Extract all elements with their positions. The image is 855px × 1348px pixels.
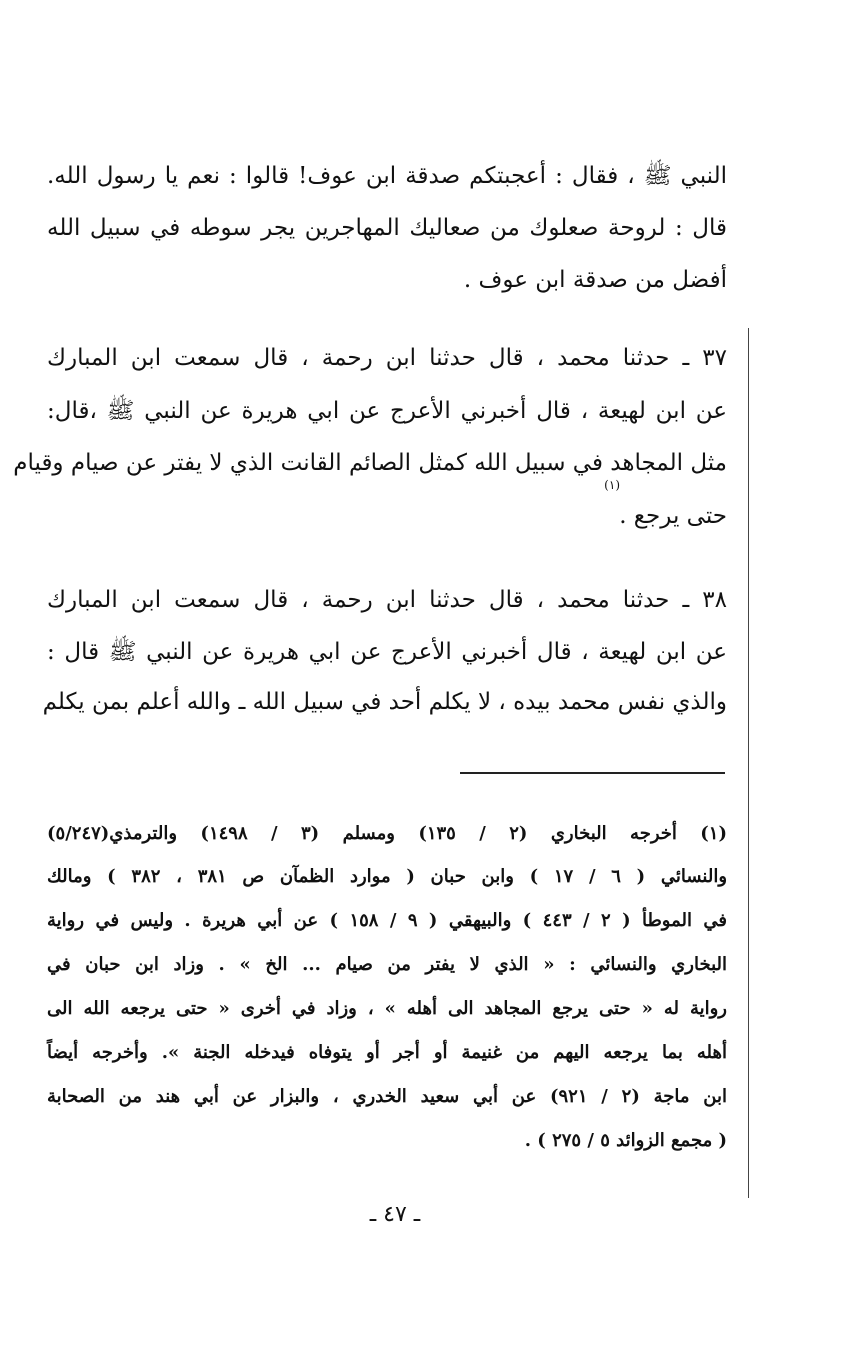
footnote-line-3: في الموطأ ( ٢ / ٤٤٣ ) والبيهقي ( ٩ / ١٥٨ ) عن أبي هريرة . وليس في رواية <box>47 910 727 931</box>
hadith-37-line-3: مثل المجاهد في سبيل الله كمثل الصائم القانت الذي لا يفتر عن صيام وقيام <box>13 450 727 476</box>
footnote-line-1: (١) أخرجه البخاري (٢ / ١٣٥) ومسلم (٣ / ١٤٩٨) والترمذي(٥/٢٤٧) <box>47 823 727 844</box>
margin-rule <box>748 328 749 1198</box>
hadith-37-line-4: حتى يرجع . <box>619 503 727 529</box>
main-text-line-3: أفضل من صدقة ابن عوف . <box>463 267 727 293</box>
main-text-line-2: قال : لروحة صعلوك من صعاليك المهاجرين يجر سوطه في سبيل الله <box>47 215 727 241</box>
footnote-separator <box>460 772 725 774</box>
hadith-38-line-2: عن ابن لهيعة ، قال أخبرني الأعرج عن ابي هريرة عن النبي ﷺ قال : <box>47 639 727 665</box>
hadith-37-line-2: عن ابن لهيعة ، قال أخبرني الأعرج عن ابي هريرة عن النبي ﷺ ،قال: <box>47 398 727 424</box>
footnote-line-8: ( مجمع الزوائد ٥ / ٢٧٥ ) . <box>524 1130 727 1151</box>
hadith-38-line-3: والذي نفس محمد بيده ، لا يكلم أحد في سبيل الله ـ والله أعلم بمن يكلم <box>42 689 727 715</box>
footnote-line-2: والنسائي ( ٦ / ١٧ ) وابن حبان ( موارد الظمآن ص ٣٨١ ، ٣٨٢ ) ومالك <box>47 866 728 887</box>
footnote-line-7: ابن ماجة (٢ / ٩٢١) عن أبي سعيد الخدري ، والبزار عن أبي هند من الصحابة <box>47 1086 728 1107</box>
footnote-line-6: أهله بما يرجعه اليهم من غنيمة أو أجر أو يتوفاه فيدخله الجنة ». وأخرجه أيضاً <box>47 1042 727 1063</box>
footnote-marker[interactable]: (١) <box>604 478 620 492</box>
hadith-38-line-1: ٣٨ ـ حدثنا محمد ، قال حدثنا ابن رحمة ، قال سمعت ابن المبارك <box>47 587 727 613</box>
footnote-line-5: رواية له « حتى يرجع المجاهد الى أهله » ، وزاد في أخرى « حتى يرجعه الله الى <box>47 998 727 1019</box>
footnote-line-4: البخاري والنسائي : « الذي لا يفتر من صيام ... الخ » . وزاد ابن حبان في <box>47 954 727 975</box>
main-text-line-1: النبي ﷺ ، فقال : أعجبتكم صدقة ابن عوف! قالوا : نعم يا رسول الله. <box>47 163 727 189</box>
hadith-37-line-1: ٣٧ ـ حدثنا محمد ، قال حدثنا ابن رحمة ، قال سمعت ابن المبارك <box>47 345 727 371</box>
page-number: ـ ٤٧ ـ <box>369 1202 421 1227</box>
